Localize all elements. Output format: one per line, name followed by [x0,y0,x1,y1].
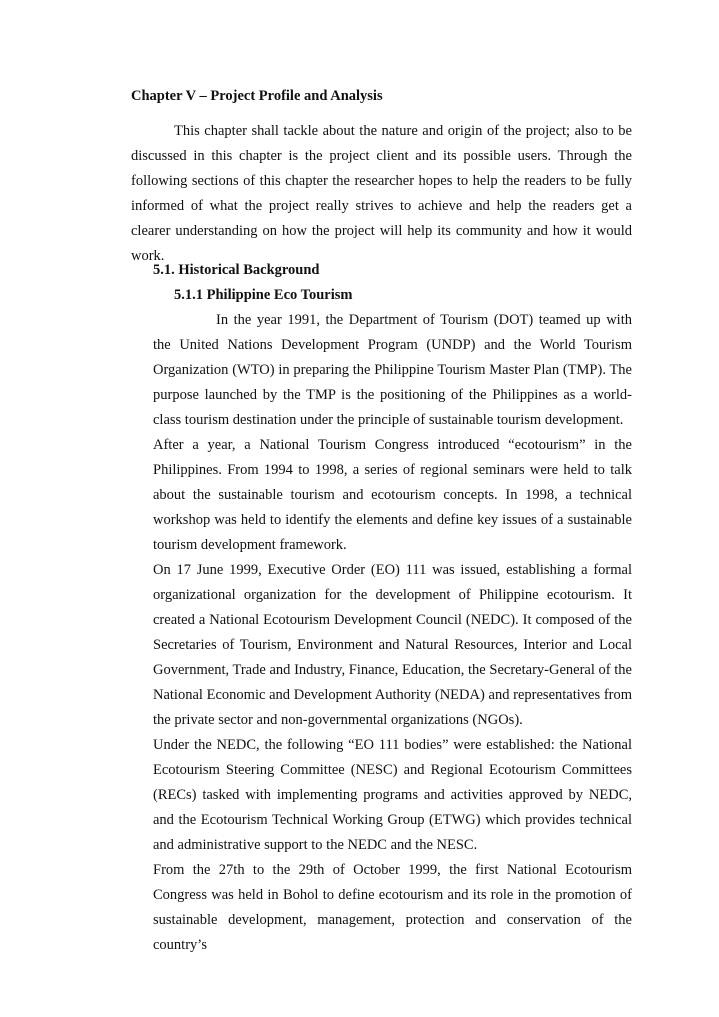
subsection-body [153,308,632,958]
body-paragraph: From the 27th to the 29th of October 1999, the first National Ecotourism Congress was held in Bohol to define ecotourism and its role in the promotion of sustainable development, management, protection and conservation of the country’s [153,862,632,953]
body-paragraph: After a year, a National Tourism Congress introduced “ecotourism” in the Philippines. From 1994 to 1998, a series of regional seminars were held to talk about the sustainable tourism and ecotourism concepts. In 1998, a technical workshop was held to identify the elements and define key issues of a sustainable tourism development framework. [153,437,632,553]
chapter-title: Chapter V – Project Profile and Analysis [131,88,383,104]
subsection-heading: 5.1.1 Philippine Eco Tourism [174,287,353,303]
body-paragraph: In the year 1991, the Department of Tourism (DOT) teamed up with the United Nations Development Program (UNDP) and the World Tourism Organization (WTO) in preparing the Philippine Tourism Master Plan (TMP). The purpose launched by the TMP is the positioning of the Philippines as a world-class tourism destination under the principle of sustainable tourism development. [153,312,632,428]
intro-paragraph: This chapter shall tackle about the nature and origin of the project; also to be discussed in this chapter is the project client and its possible users. Through the following sections of this chapter the researcher hopes to help the readers to be fully informed of what the project really strives to achieve and help the readers get a clearer understanding on how the project will help its community and how it would work. [131,123,632,264]
body-paragraph: Under the NEDC, the following “EO 111 bodies” were established: the National Ecotourism Steering Committee (NESC) and Regional Ecotourism Committees (RECs) tasked with implementing programs and activities approved by NEDC, and the Ecotourism Technical Working Group (ETWG) which provides technical and administrative support to the NEDC and the NESC. [153,737,632,853]
section-heading: 5.1. Historical Background [153,262,320,278]
body-paragraph: On 17 June 1999, Executive Order (EO) 111 was issued, establishing a formal organizational organization for the development of Philippine ecotourism. It created a National Ecotourism Development Council (NEDC). It composed of the Secretaries of Tourism, Environment and Natural Resources, Interior and Local Government, Trade and Industry, Finance, Education, the Secretary-General of the National Economic and Development Authority (NEDA) and representatives from the private sector and non-governmental organizations (NGOs). [153,562,632,728]
